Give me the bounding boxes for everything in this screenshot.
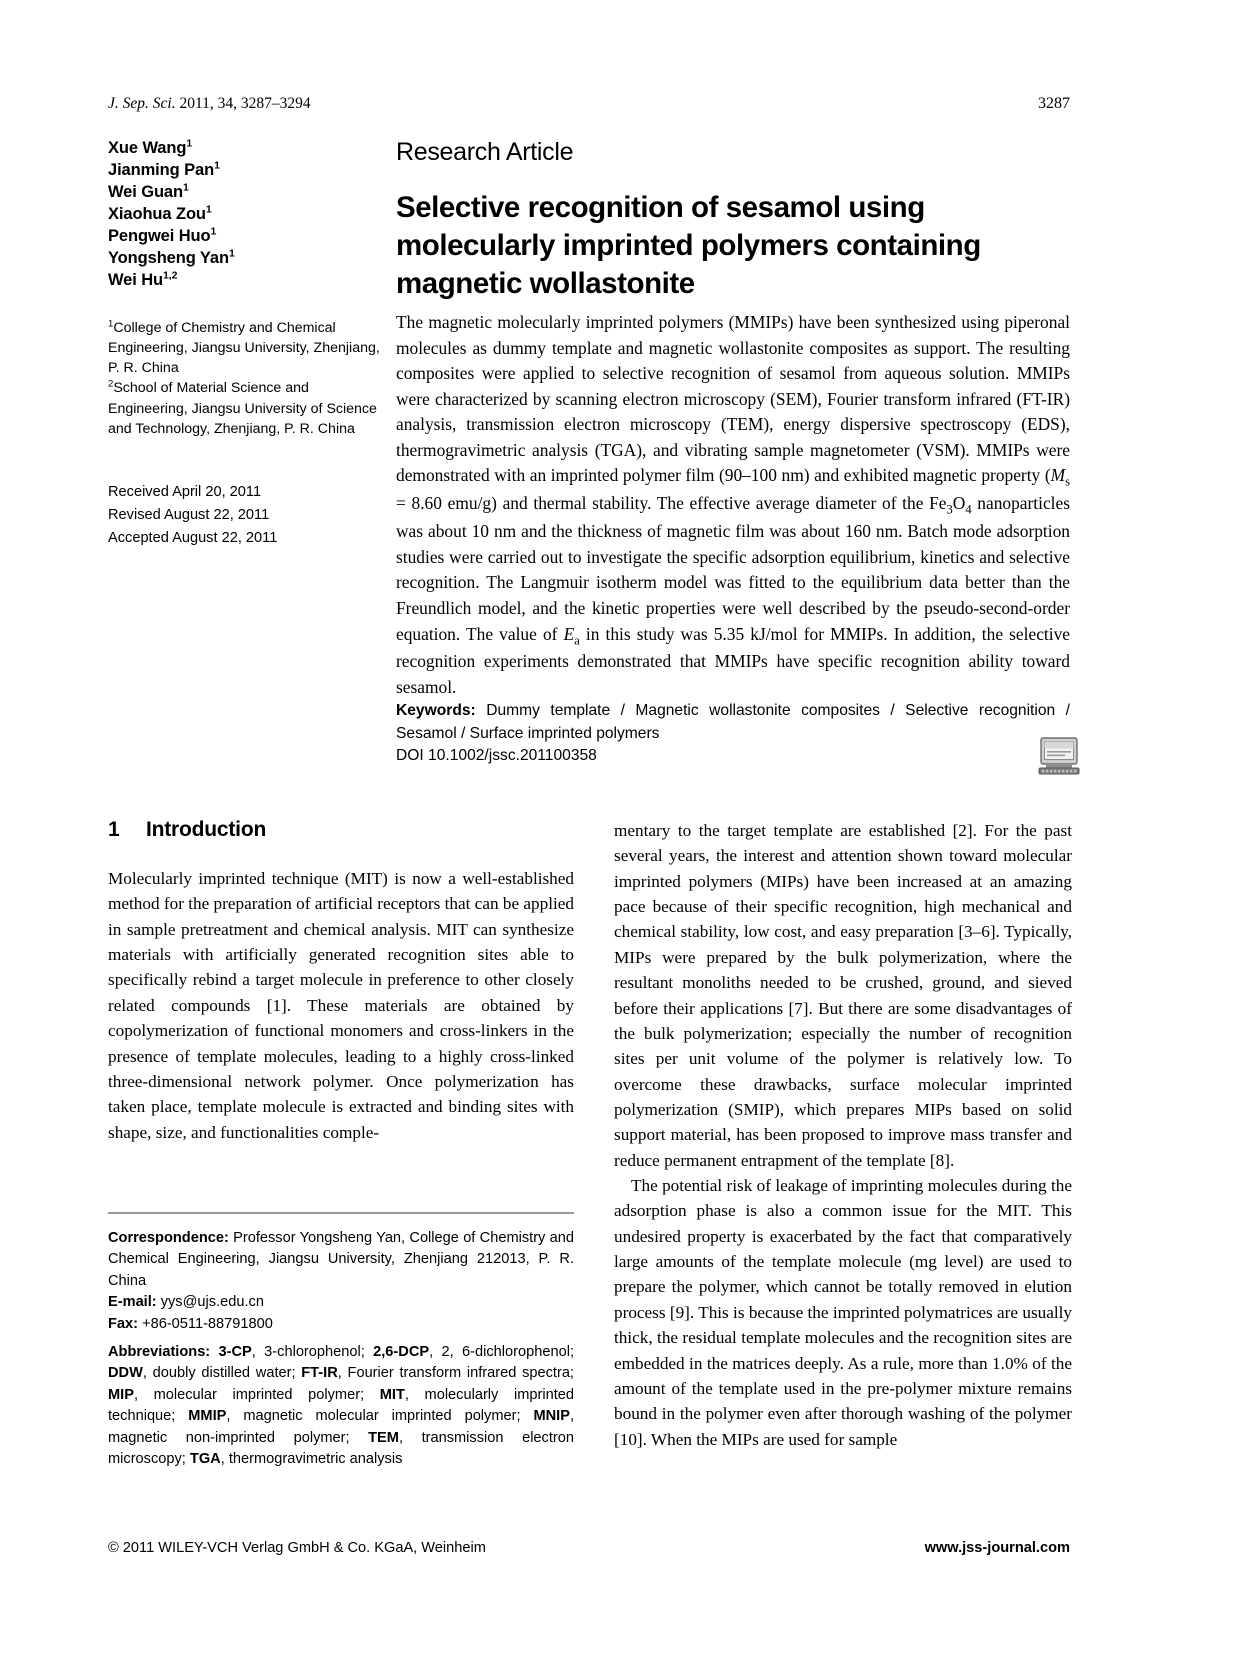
body-paragraph: The potential risk of leakage of imprinting molecules during the adsorption phase is also a common issue for the MIT. This undesired property is exacerbated by the fact that comparatively large amounts of the template molecule (mg level) are used to prepare the polymer, which cannot be totally removed in elution process [9]. This is because the imprinted polymatrices are usually thick, the residual template molecules and the recognition sites are embedded in the matrices deeply. As a rule, more than 1.0% of the amount of the template used in the pre-polymer mixture remains bound in the polymer even after thorough washing of the polymer [10]. When the MIPs are used for sample: [614, 1176, 1072, 1449]
abbreviation-term: MMIP: [188, 1408, 227, 1425]
affiliation-item: [108, 318, 380, 379]
correspondence-block: [108, 1228, 574, 1335]
abbreviation-term: TEM: [368, 1429, 399, 1446]
abbreviation-definition: , thermogravimetric analysis: [220, 1451, 403, 1468]
abbreviation-definition: , Fourier transform infrared spectra;: [337, 1365, 574, 1382]
author-list: [108, 138, 380, 292]
abstract-fragment: nanoparticles was about 10 nm and the thickness of magnetic film was about 160 nm. Batch mode adsorption studies were carried out to investigate the specific adsorption equilibrium, kinetics and selective recognition. The Langmuir isotherm model was fitted to the equilibrium data better than the Freundlich model, and the kinetic properties were well described by the pseudo-second-order equation. The value of: [396, 493, 1070, 644]
abbreviation-definition: , doubly distilled water;: [142, 1365, 302, 1382]
keywords-block: [396, 700, 1070, 768]
doi-line: DOI 10.1002/jssc.201100358: [396, 747, 597, 765]
footnote-divider: [108, 1212, 574, 1214]
page-number: 3287: [1038, 95, 1070, 112]
abstract-fragment: = 8.60 emu/g) and thermal stability. The effective average diameter of the Fe: [396, 493, 947, 514]
author-rail: [108, 138, 380, 549]
publication-date: Revised August 22, 2011: [108, 506, 270, 523]
correspondence-line: [108, 1228, 574, 1292]
author-name: Wei Guan$^1$: [108, 181, 189, 201]
fax-number: +86-0511-88791800: [138, 1315, 273, 1332]
author-affiliation-marker: 1,2: [163, 269, 178, 282]
abstract-fragment: 4: [965, 502, 972, 517]
section-heading: [108, 818, 574, 842]
abbreviation-term: DDW: [108, 1365, 143, 1382]
abbreviation-term: 2,6-DCP: [373, 1344, 430, 1360]
journal-citation: [108, 95, 311, 113]
abbreviations-block: [108, 1342, 574, 1471]
section-number: 1: [108, 818, 120, 841]
abbreviation-term: MIP: [108, 1386, 134, 1403]
publication-date: Accepted August 22, 2011: [108, 529, 278, 546]
publication-dates: [108, 481, 380, 549]
abbreviations-label: Abbreviations:: [108, 1344, 211, 1360]
author-name: Pengwei Huo$^1$: [108, 225, 217, 245]
abbreviation-term: 3-CP: [218, 1344, 252, 1360]
affiliation-marker: 2: [108, 378, 114, 390]
keywords-text: Dummy template / Magnetic wollastonite composites / Selective recognition / Sesamol / Surface imprinted polymers: [396, 702, 1070, 742]
email-address[interactable]: yys@ujs.edu.cn: [156, 1294, 264, 1311]
page-title: Selective recognition of sesamol using molecularly imprinted polymers containing magnetic wollastonite: [396, 191, 981, 300]
abbreviation-term: FT-IR: [301, 1365, 338, 1382]
abbreviation-definition: , transmission electron microscopy;: [108, 1429, 574, 1468]
monitor-icon: [1038, 737, 1080, 775]
copyright-text: © 2011 WILEY-VCH Verlag GmbH & Co. KGaA, Weinheim: [108, 1540, 486, 1556]
author-affiliation-marker: 1: [183, 181, 189, 194]
journal-name: J. Sep. Sci.: [108, 95, 176, 112]
abstract-fragment: s: [1065, 474, 1070, 489]
body-column-left: [108, 818, 574, 1145]
abbreviation-definition: , molecular imprinted polymer;: [133, 1386, 380, 1403]
abbreviation-definition: , 2, 6-dichlorophenol;: [429, 1344, 574, 1360]
affiliation-text: School of Material Science and Engineering, Jiangsu University of Science and Technology, Zhenjiang, P. R. China: [108, 380, 377, 438]
author-affiliation-marker: 1: [186, 137, 193, 150]
abbreviation-definition: , magnetic non-imprinted polymer;: [108, 1408, 574, 1446]
author-affiliation-marker: 1: [210, 225, 217, 238]
running-head: [108, 95, 1070, 113]
email-label: E-mail:: [108, 1294, 157, 1311]
abstract-fragment: O: [952, 493, 966, 514]
abstract-fragment: 3: [946, 502, 953, 517]
affiliation-item: [108, 378, 380, 439]
page-footer: [108, 1540, 1070, 1556]
article-type-label: Research Article: [396, 138, 574, 166]
abbreviation-definition: , magnetic molecular imprinted polymer;: [226, 1408, 534, 1425]
body-paragraph: Molecularly imprinted technique (MIT) is now a well-established method for the preparation of artificial receptors that can be applied in sample pretreatment and chemical analysis. MIT can synthesize materials with artificially generated recognition sites able to specifically rebind a target molecule in preference to other closely related compounds [1]. These materials are obtained by copolymerization of functional monomers and cross-linkers in the presence of template molecules, leading to a highly cross-linked three-dimensional network polymer. Once polymerization has taken place, template molecule is extracted and binding sites with shape, size, and functionalities comple-: [108, 869, 574, 1142]
abbreviation-definition: , 3-chlorophenol;: [251, 1344, 374, 1360]
abbreviation-definition: , molecularly imprinted technique;: [108, 1386, 574, 1425]
body-paragraph: mentary to the target template are established [2]. For the past several years, the interest and attention shown toward molecular imprinted polymers (MIPs) have been increased at an amazing pace because of their specific recognition, high mechanical and chemical stability, low cost, and easy preparation [3–6]. Typically, MIPs were prepared by the bulk polymerization, where the resultant monoliths needed to be crushed, ground, and sieved before their applications [7]. But there are some disadvantages of the bulk polymerization; especially the number of recognition sites per unit volume of the polymer is relatively low. To overcome these drawbacks, surface molecular imprinted polymerization (SMIP), which prepares MIPs based on solid support material, has been proposed to improve mass transfer and reduce permanent entrapment of the template [8].: [614, 821, 1072, 1170]
journal-volume-pages: 2011, 34, 3287–3294: [175, 95, 311, 112]
affiliation-text: College of Chemistry and Chemical Engineering, Jiangsu University, Zhenjiang, P. R. China: [108, 319, 380, 377]
author-affiliation-marker: 1: [214, 159, 220, 172]
fax-line: [108, 1314, 574, 1335]
author-name: Yongsheng Yan$^1$: [108, 247, 235, 267]
abbreviation-term: MIT: [379, 1386, 405, 1403]
abbreviation-term: TGA: [189, 1451, 221, 1468]
author-affiliation-marker: 1: [205, 203, 212, 216]
keywords-label: Keywords:: [396, 702, 476, 719]
fax-label: Fax:: [108, 1315, 139, 1332]
abstract-fragment: M: [1050, 465, 1066, 486]
email-line: [108, 1292, 574, 1313]
author-name: Xiaohua Zou$^1$: [108, 203, 212, 223]
publication-date: Received April 20, 2011: [108, 484, 262, 501]
article-header: [396, 138, 1070, 302]
keywords-line: [396, 700, 1070, 745]
correspondence-label: Correspondence:: [108, 1230, 229, 1246]
author-name: Xue Wang$^1$: [108, 137, 193, 157]
author-affiliation-marker: 1: [228, 247, 235, 260]
affiliation-list: [108, 318, 380, 440]
section-title: Introduction: [146, 818, 267, 841]
abstract-fragment: E: [563, 623, 575, 644]
abstract-fragment: The magnetic molecularly imprinted polymers (MMIPs) have been synthesized using piperonal molecules as dummy template and magnetic wollastonite composites as support. The resulting composites were applied to selective recognition of sesamol from aqueous solution. MMIPs were characterized by scanning electron microscopy (SEM), Fourier transform infrared (FT-IR) analysis, transmission electron microscopy (TEM), energy dispersive spectroscopy (EDS), thermogravimetric analysis (TGA), and vibrating sample magnetometer (VSM). MMIPs were demonstrated with an imprinted polymer film (90–100 nm) and exhibited magnetic property (: [396, 312, 1070, 486]
abstract-fragment: in this study was 5.35 kJ/mol for MMIPs. In addition, the selective recognition experiments demonstrated that MMIPs have specific recognition ability toward sesamol.: [396, 623, 1070, 697]
body-column-right: [614, 818, 1072, 1452]
author-name: Jianming Pan$^1$: [108, 159, 220, 179]
abstract-fragment: a: [574, 633, 580, 647]
journal-website[interactable]: www.jss-journal.com: [924, 1540, 1070, 1556]
abbreviations-text: [108, 1344, 574, 1467]
abstract-text: [396, 310, 1070, 701]
affiliation-marker: 1: [108, 317, 114, 329]
correspondence-text: Professor Yongsheng Yan, College of Chemistry and Chemical Engineering, Jiangsu University, Zhenjiang 212013, P. R. China: [108, 1230, 574, 1289]
author-name: Wei Hu$^{1,2}$: [108, 269, 178, 289]
abbreviation-term: MNIP: [533, 1408, 570, 1425]
